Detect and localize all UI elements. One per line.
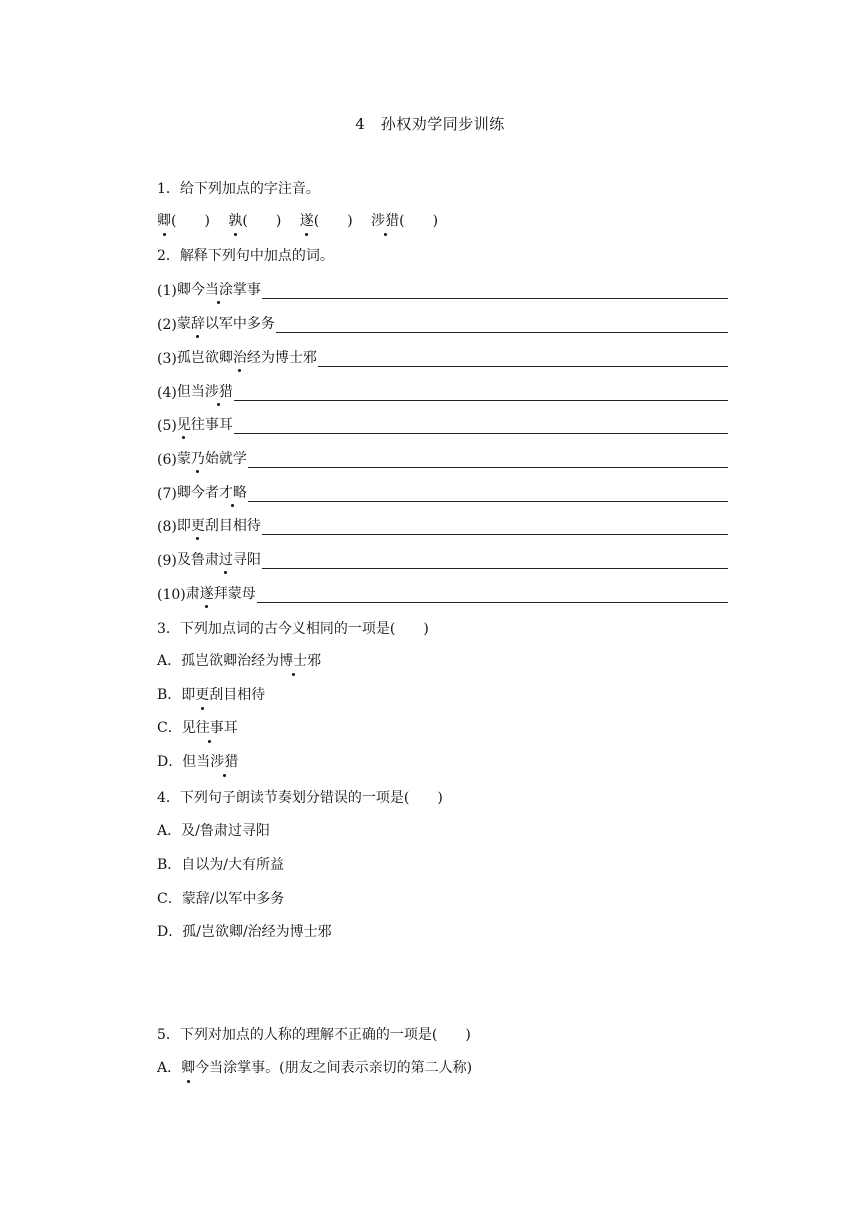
option-label: D． xyxy=(157,924,183,940)
dotted-word: 治 xyxy=(233,347,247,367)
option-label: C． xyxy=(157,891,182,907)
answer-blank: ( ) xyxy=(242,213,282,229)
sentence-text: 但当 xyxy=(176,384,205,400)
sentence-text: 肃 xyxy=(185,586,200,602)
dotted-word: 才略 xyxy=(219,482,247,502)
answer-line xyxy=(257,586,728,603)
sentence-text: 卿今 xyxy=(176,282,205,298)
dotted-word: 涉猎 xyxy=(205,381,233,401)
question-3-stem: 3．下列加点词的古今义相同的一项是( ) xyxy=(157,621,429,637)
answer-line xyxy=(248,451,728,468)
q4-option-c xyxy=(157,889,284,909)
dotted-word: 卿 xyxy=(157,213,171,229)
sentence-text: 以军中多务 xyxy=(204,316,275,332)
dotted-word: 乃 xyxy=(191,448,205,468)
q1-item xyxy=(371,213,438,229)
sentence-text: 卿今者 xyxy=(176,485,219,501)
item-number: (9) xyxy=(157,553,177,569)
answer-blank: ( ) xyxy=(171,213,210,229)
sentence-text: 掌事 xyxy=(232,282,261,298)
option-text: 蒙辞/以军中多务 xyxy=(181,891,285,907)
option-text: 见 xyxy=(181,720,196,736)
item-number: (1) xyxy=(157,283,177,299)
q2-fill-row xyxy=(157,414,728,434)
dotted-word: 见 xyxy=(177,414,191,434)
option-text: 但当 xyxy=(182,754,211,770)
sentence-text: 刮目相待 xyxy=(204,518,261,534)
answer-line xyxy=(234,384,728,401)
q2-fill-row xyxy=(157,313,728,333)
answer-blank: ( ) xyxy=(399,213,439,229)
item-number: (6) xyxy=(157,452,177,468)
sentence-text: 及鲁肃 xyxy=(176,552,219,568)
option-text: 孤/岂欲卿/治经为博士邪 xyxy=(182,924,332,940)
option-label: A． xyxy=(157,653,182,669)
dotted-word: 过 xyxy=(219,549,233,569)
dotted-word: 遂 xyxy=(200,583,214,603)
q2-fill-row xyxy=(157,448,728,468)
q3-option-c xyxy=(157,718,238,738)
item-number: (7) xyxy=(157,486,177,502)
item-number: (4) xyxy=(157,385,177,401)
option-text: 耳 xyxy=(223,720,238,736)
dotted-word: 涉猎 xyxy=(210,754,239,770)
option-label: B． xyxy=(157,687,182,703)
question-1-stem: 1．给下列加点的字注音。 xyxy=(157,181,320,197)
item-number: (10) xyxy=(157,587,186,603)
sentence-text: 蒙 xyxy=(176,316,191,332)
option-text: 孤岂欲卿治经为 xyxy=(181,653,280,669)
q1-item xyxy=(228,213,281,229)
dotted-word: 卿 xyxy=(181,1060,196,1076)
option-label: A． xyxy=(157,1060,182,1076)
option-text: 今当涂掌事。(朋友之间表示亲切的第二人称) xyxy=(195,1060,473,1076)
option-text: 刮目相待 xyxy=(209,687,266,703)
question-2-stem: 2．解释下列句中加点的词。 xyxy=(157,248,334,264)
answer-blank: ( ) xyxy=(313,213,353,229)
q1-item xyxy=(157,213,210,229)
dotted-word: 当涂 xyxy=(205,279,233,299)
question-4-stem: 4．下列句子朗读节奏划分错误的一项是( ) xyxy=(157,790,443,806)
answer-line xyxy=(248,485,728,502)
q4-option-d xyxy=(157,922,332,942)
dotted-word: 涉猎 xyxy=(371,213,400,229)
q5-option-a xyxy=(157,1058,472,1078)
q2-fill-row xyxy=(157,515,728,535)
item-number: (2) xyxy=(157,317,177,333)
q2-fill-row xyxy=(157,347,728,367)
q3-option-b xyxy=(157,685,265,705)
dotted-word: 更 xyxy=(195,687,210,703)
q2-fill-row xyxy=(157,381,728,401)
sentence-text: 始就学 xyxy=(204,451,247,467)
q4-option-b xyxy=(157,855,284,875)
sentence-text: 经为博士邪 xyxy=(246,350,317,366)
dotted-word: 往事 xyxy=(195,720,224,736)
option-text: 及/鲁肃过寻阳 xyxy=(181,823,270,839)
answer-line xyxy=(276,316,728,333)
dotted-word: 遂 xyxy=(299,213,314,229)
item-number: (5) xyxy=(157,418,177,434)
dotted-word: 孰 xyxy=(228,213,243,229)
q4-option-a xyxy=(157,821,270,841)
sentence-text: 拜蒙母 xyxy=(213,586,256,602)
item-number: (3) xyxy=(157,351,177,367)
sentence-text: 孤岂欲卿 xyxy=(176,350,233,366)
question-5-stem: 5．下列对加点的人称的理解不正确的一项是( ) xyxy=(157,1027,471,1043)
q2-fill-row xyxy=(157,549,728,569)
answer-line xyxy=(318,350,728,367)
option-text: 邪 xyxy=(307,653,322,669)
dotted-word: 更 xyxy=(191,515,205,535)
option-text: 即 xyxy=(181,687,196,703)
item-number: (8) xyxy=(157,519,177,535)
q2-fill-row xyxy=(157,583,728,603)
answer-line xyxy=(262,282,728,299)
option-label: A． xyxy=(157,823,182,839)
answer-line xyxy=(262,518,728,535)
question-1-items xyxy=(157,211,438,231)
option-text: 自以为/大有所益 xyxy=(181,857,285,873)
answer-line xyxy=(262,552,728,569)
sentence-text: 往事耳 xyxy=(190,417,233,433)
option-label: B． xyxy=(157,857,182,873)
q3-option-a xyxy=(157,651,321,671)
page-title: 4 孙权劝学同步训练 xyxy=(355,115,505,133)
q2-fill-row xyxy=(157,279,728,299)
option-label: D． xyxy=(157,754,183,770)
q2-fill-row xyxy=(157,482,728,502)
sentence-text: 寻阳 xyxy=(232,552,261,568)
sentence-text: 蒙 xyxy=(176,451,191,467)
dotted-word: 辞 xyxy=(191,313,205,333)
option-label: C． xyxy=(157,720,182,736)
q1-item xyxy=(300,213,353,229)
dotted-word: 博士 xyxy=(279,653,308,669)
q3-option-d xyxy=(157,752,238,772)
answer-line xyxy=(234,417,728,434)
sentence-text: 即 xyxy=(176,518,191,534)
